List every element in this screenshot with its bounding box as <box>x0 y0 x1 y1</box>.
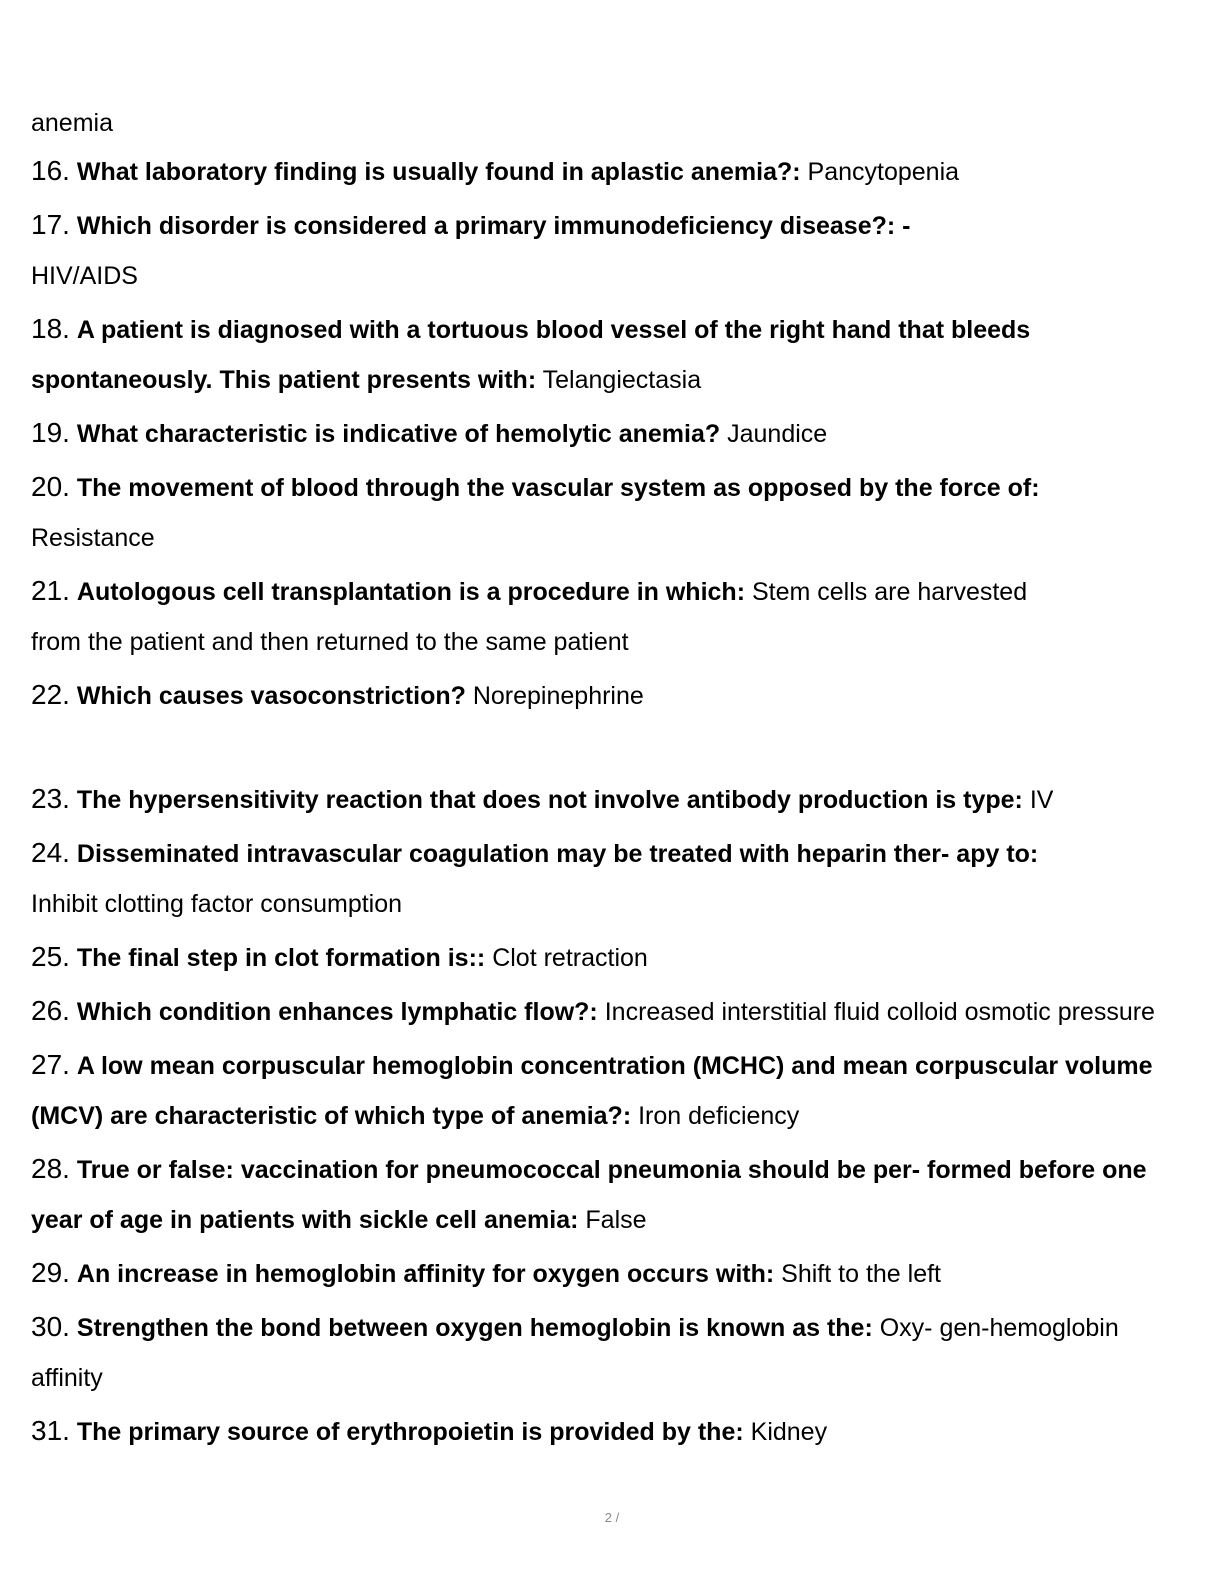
answer: Oxy- gen-hemoglobin affinity <box>31 1314 1119 1392</box>
list-item <box>31 1406 1181 1457</box>
list-item <box>31 670 1181 721</box>
list-item <box>31 828 1181 929</box>
question: Autologous cell transplantation is a procedure in which: <box>76 578 746 606</box>
answer: Stem cells are harvested from the patient and then returned to the same patient <box>31 578 1028 656</box>
answer: Increased interstitial fluid colloid osmotic pressure <box>604 998 1155 1026</box>
list-item <box>31 1144 1181 1245</box>
list-item <box>31 986 1181 1037</box>
answer: Norepinephrine <box>472 682 644 710</box>
answer: HIV/AIDS <box>31 262 138 290</box>
item-number: 29. <box>31 1257 70 1288</box>
list-item <box>31 1302 1181 1403</box>
question: Which causes vasoconstriction? <box>76 682 466 710</box>
answer: Telangiectasia <box>542 366 702 394</box>
item-number: 31. <box>31 1415 70 1446</box>
question: The movement of blood through the vascular system as opposed by the force of: <box>76 474 1040 502</box>
answer: Kidney <box>750 1418 828 1446</box>
item-number: 20. <box>31 471 70 502</box>
answer: Pancytopenia <box>807 158 960 186</box>
document-body <box>31 103 1181 1457</box>
item-number: 22. <box>31 679 70 710</box>
item-number: 27. <box>31 1049 70 1080</box>
question: The primary source of erythropoietin is provided by the: <box>76 1418 744 1446</box>
answer: Clot retraction <box>492 944 648 972</box>
item-number: 17. <box>31 209 70 240</box>
continuation-text: anemia <box>31 109 113 137</box>
question: The final step in clot formation is:: <box>76 944 486 972</box>
list-item <box>31 462 1181 563</box>
list-item <box>31 200 1181 301</box>
list-item <box>31 1040 1181 1141</box>
question: What laboratory finding is usually found in aplastic anemia?: <box>76 158 801 186</box>
list-item <box>31 1248 1181 1299</box>
question: Disseminated intravascular coagulation may be treated with heparin ther- apy to: <box>76 840 1039 868</box>
question: Which condition enhances lymphatic flow?: <box>76 998 598 1026</box>
item-number: 16. <box>31 155 70 186</box>
item-number: 26. <box>31 995 70 1026</box>
answer: Iron deficiency <box>638 1102 800 1130</box>
list-item <box>31 774 1181 825</box>
question: A patient is diagnosed with a tortuous blood vessel of the right hand that bleeds spontaneously. This patient presents with: <box>31 316 1031 394</box>
list-item <box>31 932 1181 983</box>
question: True or false: vaccination for pneumococcal pneumonia should be per- formed before one year of age in patients with sickle cell anemia: <box>31 1156 1147 1234</box>
question: Which disorder is considered a primary immunodeficiency disease?: - <box>76 212 911 240</box>
answer: Jaundice <box>727 420 828 448</box>
answer: Shift to the left <box>781 1260 941 1288</box>
item-number: 19. <box>31 417 70 448</box>
question: A low mean corpuscular hemoglobin concentration (MCHC) and mean corpuscular volume (MCV) are characteristic of which type of anemia?: <box>31 1052 1153 1130</box>
item-number: 18. <box>31 313 70 344</box>
item-number: 23. <box>31 783 70 814</box>
question: The hypersensitivity reaction that does not involve antibody production is type: <box>76 786 1023 814</box>
question: Strengthen the bond between oxygen hemoglobin is known as the: <box>76 1314 873 1342</box>
list-item <box>31 146 1181 197</box>
item-number: 21. <box>31 575 70 606</box>
list-item <box>31 566 1031 667</box>
item-number: 28. <box>31 1153 70 1184</box>
question: What characteristic is indicative of hemolytic anemia? <box>76 420 721 448</box>
answer: Inhibit clotting factor consumption <box>31 890 403 918</box>
answer: IV <box>1029 786 1054 814</box>
item-number: 25. <box>31 941 70 972</box>
list-item <box>31 304 1181 405</box>
answer: Resistance <box>31 524 155 552</box>
item-number: 30. <box>31 1311 70 1342</box>
question: An increase in hemoglobin affinity for oxygen occurs with: <box>76 1260 775 1288</box>
page-number: 2 / <box>604 1510 620 1525</box>
item-number: 24. <box>31 837 70 868</box>
answer: False <box>585 1206 647 1234</box>
list-item <box>31 408 1181 459</box>
